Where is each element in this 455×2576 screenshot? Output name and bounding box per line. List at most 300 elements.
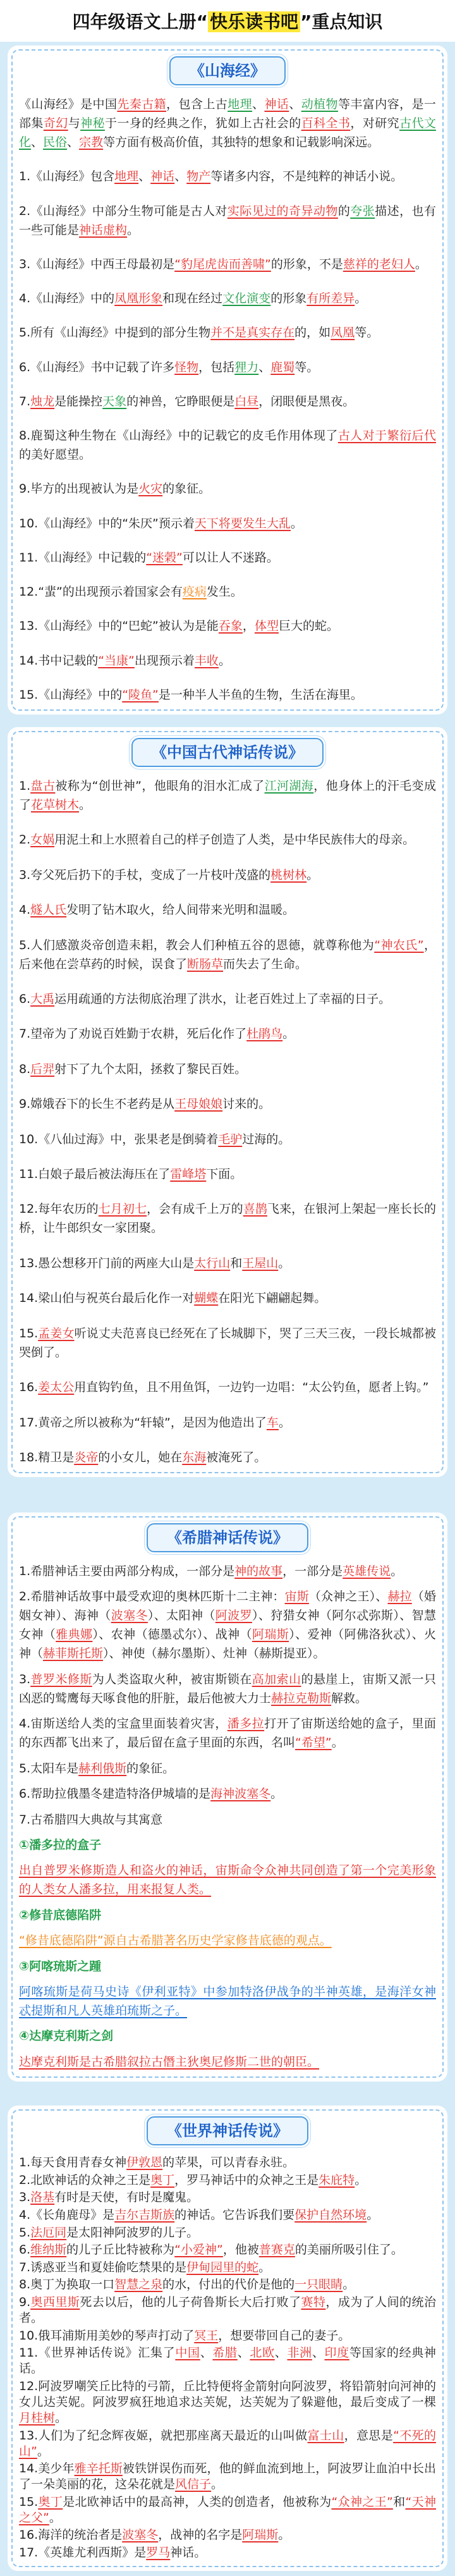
key-term: 大禹 bbox=[30, 992, 55, 1007]
item-text: 4.《长角鹿母》是 bbox=[19, 2207, 115, 2222]
item-text: 。 bbox=[55, 2410, 68, 2425]
item-text: 被称为“创世神”，他眼角的泪水汇成了 bbox=[55, 779, 265, 793]
key-term: 中国 bbox=[175, 2346, 200, 2360]
item-text: ，包含上古 bbox=[166, 97, 228, 111]
key-term: 赫菲斯托斯 bbox=[43, 1647, 104, 1661]
item-text: 神话。 bbox=[170, 2546, 207, 2560]
item-text: ）、爱神（阿佛洛狄忒）、火神（ bbox=[19, 1628, 436, 1661]
key-term: 物产 bbox=[186, 169, 211, 184]
item-text: 16.海洋的统治者是 bbox=[19, 2528, 123, 2542]
key-term: 喜鹊 bbox=[243, 1202, 267, 1217]
key-term: 毛驴 bbox=[218, 1132, 243, 1146]
list-item bbox=[19, 900, 436, 919]
title-highlight: 快乐读书吧 bbox=[208, 11, 300, 32]
key-term: 吉尔吉斯族 bbox=[114, 2207, 175, 2222]
key-term: 姜太公 bbox=[38, 1380, 75, 1395]
key-term: 炎帝 bbox=[74, 1450, 99, 1464]
item-text: 解救。 bbox=[331, 1691, 368, 1705]
list-item bbox=[19, 1060, 436, 1079]
item-text: ）、农神（德墨忒尔）、战神（ bbox=[92, 1628, 252, 1642]
list-item bbox=[19, 2277, 436, 2293]
item-text: ，他身体上的汗毛变成了 bbox=[19, 779, 436, 812]
key-term: 英雄传说 bbox=[343, 1564, 391, 1578]
item-text: 14.梁山伯与祝英台最后化作一对 bbox=[19, 1291, 195, 1306]
key-term: 希腊 bbox=[212, 2346, 238, 2360]
key-term: 雅辛托斯 bbox=[74, 2462, 123, 2476]
item-text: 2. bbox=[19, 833, 31, 847]
allusion-title: ①潘多拉的盒子 bbox=[19, 1837, 102, 1852]
item-text: 6. bbox=[19, 2243, 31, 2257]
item-text: 。 bbox=[278, 2528, 291, 2542]
key-term: 天下将要发生大乱 bbox=[194, 516, 291, 531]
item-text: 讨来的。 bbox=[222, 1097, 271, 1112]
list-item bbox=[19, 167, 436, 186]
key-term: 神话 bbox=[150, 169, 175, 184]
allusion-text: 达摩克利斯是古希腊叙拉古僭主狄奥尼修斯二世的朝臣。 bbox=[19, 2054, 320, 2069]
item-text: 。 bbox=[218, 653, 231, 668]
key-term: 维纳斯 bbox=[30, 2243, 67, 2257]
item-text: 运用疏通的方法彻底治理了洪水，让老百姓过上了幸福的日子。 bbox=[54, 992, 391, 1007]
item-text: 10.俄耳浦斯用美妙的琴声打动了 bbox=[19, 2328, 195, 2343]
key-term: 阿瑞斯 bbox=[242, 2528, 279, 2542]
item-text: 5. bbox=[19, 2225, 31, 2240]
item-text: 7.诱惑亚当和夏娃偷吃禁果的是 bbox=[19, 2260, 187, 2274]
section-heading: 《世界神话传说》 bbox=[147, 2116, 308, 2145]
list-item bbox=[19, 1254, 436, 1273]
key-term: 古代文化 bbox=[19, 116, 436, 149]
key-term: 赫利俄斯 bbox=[78, 1761, 127, 1776]
item-text: 。 bbox=[127, 223, 140, 237]
item-text: ，成为了人间的统治者。 bbox=[19, 2295, 436, 2325]
item-text: 。 bbox=[331, 1736, 344, 1750]
item-text: 听说丈夫范喜良已经死在了长城脚下，哭了三天三夜，一段长城都被哭倒了。 bbox=[19, 1326, 436, 1359]
key-term: 车 bbox=[266, 1415, 279, 1430]
item-text: 在阳光下翩翩起舞。 bbox=[218, 1291, 327, 1306]
key-term: 有所差异 bbox=[306, 291, 355, 306]
item-text: 2.北欧神话的众神之王是 bbox=[19, 2173, 151, 2187]
item-text: 有时是天使，有时是魔鬼。 bbox=[54, 2190, 199, 2205]
key-term: 王屋山 bbox=[242, 1256, 279, 1270]
item-text: 、 bbox=[252, 97, 265, 111]
item-text: ，罗马神话中的众神之王是 bbox=[174, 2173, 319, 2187]
key-term: “迷榖” bbox=[146, 550, 183, 565]
key-term: 民俗 bbox=[43, 135, 68, 149]
item-text: 15. bbox=[19, 1326, 39, 1340]
item-text: 。 bbox=[278, 1415, 291, 1430]
list-item bbox=[19, 830, 436, 849]
key-term: 高加索山 bbox=[252, 1672, 301, 1686]
key-term: 地理 bbox=[114, 169, 139, 184]
list-item bbox=[19, 1413, 436, 1432]
list-item bbox=[19, 514, 436, 533]
item-text: 15.《山海经》中的 bbox=[19, 687, 123, 702]
item-text: 发生。 bbox=[206, 585, 243, 599]
item-text: 的美好愿望。 bbox=[19, 448, 92, 462]
list-item bbox=[19, 1324, 436, 1362]
key-term: 神话 bbox=[264, 97, 289, 111]
key-term: 火灾 bbox=[138, 482, 163, 496]
key-term: 奇幻 bbox=[43, 116, 68, 130]
list-item bbox=[19, 1448, 436, 1467]
item-text: 射下了九个太阳，拯救了黎民百姓。 bbox=[54, 1062, 247, 1076]
item-text: 14.书中记载的 bbox=[19, 653, 99, 668]
key-term: “神农氏” bbox=[374, 938, 424, 952]
item-text: 被淹死了。 bbox=[206, 1450, 267, 1464]
key-term: 阿瑞斯 bbox=[252, 1628, 289, 1642]
item-text: 的神兽，它睁眼便是 bbox=[126, 394, 235, 408]
item-text: 5.人们感激炎帝创造耒耜，教会人们种植五谷的恩德，就尊称他为 bbox=[19, 938, 375, 952]
list-item bbox=[19, 1587, 436, 1663]
key-term: 怪物 bbox=[174, 360, 199, 374]
list-item bbox=[19, 2428, 436, 2460]
item-text: 的神话。它告诉我们要 bbox=[174, 2207, 295, 2222]
list-item bbox=[19, 582, 436, 601]
title-prefix: 四年级语文上册“ bbox=[72, 11, 208, 32]
allusion-title: ②修昔底德陷阱 bbox=[19, 1908, 102, 1922]
list-item bbox=[19, 616, 436, 635]
key-term: 阿波罗 bbox=[215, 1609, 252, 1623]
item-text: 的，如 bbox=[294, 326, 331, 340]
key-term: 赫拉克勒斯 bbox=[271, 1691, 332, 1705]
item-text: 的悬崖上，宙斯又派一只凶恶的鹫鹰每天啄食他的肝脏，最后他被大力士 bbox=[19, 1672, 436, 1705]
item-text: 、 bbox=[237, 2346, 250, 2360]
item-text: ，战神的名字是 bbox=[158, 2528, 243, 2542]
section-heading: 《中国古代神话传说》 bbox=[131, 738, 324, 767]
section-card-chinese-myths bbox=[8, 727, 447, 1477]
item-text: 和 bbox=[230, 1256, 243, 1270]
key-term: 非洲 bbox=[287, 2346, 312, 2360]
item-text: 8.奥丁为换取一口 bbox=[19, 2278, 115, 2292]
key-term: 赛特 bbox=[301, 2295, 326, 2309]
list-item bbox=[19, 1784, 436, 1803]
key-term: 凤凰形象 bbox=[114, 291, 163, 306]
list-item bbox=[19, 651, 436, 670]
key-term: 花草树木 bbox=[31, 798, 80, 812]
item-text: 18.精卫是 bbox=[19, 1450, 75, 1464]
item-text: 的象征。 bbox=[162, 482, 211, 496]
item-text: 等。 bbox=[355, 326, 379, 340]
section-heading: 《希腊神话传说》 bbox=[147, 1523, 308, 1552]
item-text: 1.希腊神话主要由两部分构成，一部分是 bbox=[19, 1564, 235, 1578]
list-item bbox=[19, 2242, 436, 2258]
item-text: 。 bbox=[355, 291, 367, 306]
section-items bbox=[19, 776, 436, 1467]
item-text: 11.白娘子最后被法海压在了 bbox=[19, 1167, 171, 1182]
key-term: 王母娘娘 bbox=[174, 1097, 223, 1112]
list-item bbox=[19, 1024, 436, 1043]
item-text: 5.所有《山海经》中提到的部分生物 bbox=[19, 326, 211, 340]
item-text: 是北欧神话中的最高神，人类的创造者，他被称为 bbox=[63, 2494, 332, 2509]
item-text: 的小女儿，她在 bbox=[98, 1450, 183, 1464]
allusion-text: “修昔底德陷阱”源自古希腊著名历史学家修昔底德的观点。 bbox=[19, 1934, 332, 1948]
allusion-text: 阿喀琉斯是荷马史诗《伊利亚特》中参加特洛伊战争的半神英雄，是海洋女神忒提斯和凡人英雄珀琉斯之子。 bbox=[19, 1985, 436, 2018]
item-text: 等国家的经典神话。 bbox=[19, 2346, 436, 2376]
item-text: 13.愚公想移开门前的两座大山是 bbox=[19, 1256, 195, 1270]
section-heading: 《山海经》 bbox=[169, 56, 286, 85]
item-text: 是太阳神阿波罗的儿子。 bbox=[66, 2225, 199, 2240]
item-text: 4.宙斯送给人类的宝盒里面装着灾害， bbox=[19, 1717, 228, 1731]
key-term: 神话虚构 bbox=[79, 223, 128, 237]
item-text: 12.每年农历的 bbox=[19, 1202, 99, 1217]
key-term: 奥丁 bbox=[150, 2173, 175, 2187]
item-text: 等方面有极高价值，其独特的想象和记载影响深远。 bbox=[103, 135, 380, 149]
key-term: 宙斯 bbox=[284, 1590, 309, 1604]
key-term: 狸力 bbox=[234, 360, 259, 374]
key-term: “希望” bbox=[295, 1736, 332, 1750]
item-text: 3.夸父死后扔下的手杖，变成了一片枝叶茂盛的 bbox=[19, 868, 271, 882]
item-text: 5.太阳车是 bbox=[19, 1761, 79, 1776]
list-item bbox=[19, 289, 436, 308]
list-item bbox=[19, 1810, 436, 1829]
list-item bbox=[19, 1289, 436, 1308]
key-term: 朱庇特 bbox=[318, 2173, 355, 2187]
item-text: 。 bbox=[367, 2207, 379, 2222]
list-item bbox=[19, 323, 436, 342]
list-item bbox=[19, 2461, 436, 2493]
item-text: 。 bbox=[211, 2477, 224, 2492]
item-text: 的儿子丘比特被称为 bbox=[66, 2243, 175, 2257]
key-term: 杜鹃鸟 bbox=[246, 1027, 283, 1041]
item-text: 3.《山海经》中西王母最初是 bbox=[19, 257, 175, 271]
item-text: 于一身的经典之作，犹如上古社会的 bbox=[104, 116, 301, 130]
list-item bbox=[19, 2379, 436, 2426]
section-card-shanhaijing bbox=[8, 46, 447, 715]
list-item bbox=[19, 776, 436, 814]
key-term: 烛龙 bbox=[30, 394, 55, 408]
section-header bbox=[19, 1523, 436, 1553]
list-item bbox=[19, 2527, 436, 2543]
key-term: 波塞冬 bbox=[122, 2528, 159, 2542]
item-text: ，对研究 bbox=[350, 116, 400, 130]
key-term: 丰收 bbox=[194, 653, 219, 668]
key-term: 燧人氏 bbox=[30, 903, 67, 917]
item-text: 等诸多内容，不是纯粹的神话小说。 bbox=[210, 169, 403, 184]
list-item bbox=[19, 2173, 436, 2188]
item-text: 、 bbox=[67, 135, 80, 149]
key-term: “小爱神” bbox=[174, 2243, 223, 2257]
intro-paragraph bbox=[19, 95, 436, 152]
key-term: “当康” bbox=[98, 653, 135, 668]
key-term: 北欧 bbox=[250, 2346, 275, 2360]
item-text: 1.《山海经》包含 bbox=[19, 169, 115, 184]
key-term: 神的故事 bbox=[234, 1564, 283, 1578]
key-term: 桃树林 bbox=[270, 868, 307, 882]
item-text: 。 bbox=[270, 1787, 283, 1801]
key-term: 天象 bbox=[102, 394, 127, 408]
section-items bbox=[19, 95, 436, 704]
item-text: 6.《山海经》书中记载了许多 bbox=[19, 360, 175, 374]
section-card-greek-myths bbox=[8, 1512, 447, 2082]
title-bar bbox=[0, 0, 455, 42]
item-text: 8.鹿蜀这种生物在《山海经》中的记载它的皮毛作用体现了 bbox=[19, 429, 338, 443]
item-text: 飞来，在银河上架起一座长长的桥，让牛郎织女一家团聚。 bbox=[19, 1202, 436, 1236]
item-text: 死去以后，他的儿子荷鲁斯长大后打败了 bbox=[80, 2295, 301, 2309]
key-term: “不死的山” bbox=[19, 2428, 436, 2458]
item-text: ，意思是 bbox=[344, 2428, 394, 2443]
key-term: 夸张 bbox=[350, 204, 375, 218]
item-text: ，包括 bbox=[198, 360, 235, 374]
list-item bbox=[19, 358, 436, 377]
item-text: 12.阿波罗嘲笑丘比特的弓箭，丘比特便将金箭射向阿波罗，将铅箭射向河神的女儿达芙妮。阿波罗疯狂地追求达芙妮，达芙妮为了躲避他，最后变成了一棵 bbox=[19, 2379, 436, 2409]
key-term: 印度 bbox=[324, 2346, 349, 2360]
key-term: “众神之王” bbox=[331, 2494, 393, 2509]
item-text: ，会有成千上万的 bbox=[147, 1202, 243, 1217]
item-text: 2.希腊神话故事中最受欢迎的奥林匹斯十二主神： bbox=[19, 1590, 285, 1604]
list-item bbox=[19, 2155, 436, 2171]
item-text: 1.每天食用青春女神 bbox=[19, 2156, 127, 2169]
list-item bbox=[19, 1130, 436, 1149]
key-term: 冥王 bbox=[194, 2328, 219, 2343]
item-text: ，闭眼便是黑夜。 bbox=[258, 394, 355, 408]
item-text: ）、神使（赫尔墨斯）、灶神（赫斯提亚）。 bbox=[103, 1647, 325, 1661]
key-term: 保护自然环境 bbox=[294, 2207, 367, 2222]
key-term: 女娲 bbox=[30, 833, 55, 847]
key-term: 蝴蝶 bbox=[194, 1291, 219, 1306]
item-text: 。 bbox=[37, 2444, 49, 2458]
item-text: 11.《世界神话传说》汇集了 bbox=[19, 2346, 176, 2360]
key-term: 盘古 bbox=[30, 779, 56, 793]
item-text: 7.古希腊四大典故与其寓意 bbox=[19, 1812, 163, 1827]
key-term: 法厄同 bbox=[30, 2225, 67, 2240]
item-text: 15. bbox=[19, 2494, 39, 2509]
list-item bbox=[19, 2345, 436, 2377]
key-term: 吞象 bbox=[218, 619, 243, 634]
list-item bbox=[19, 2190, 436, 2205]
list-item bbox=[19, 1670, 436, 1708]
title-suffix: ”重点知识 bbox=[300, 11, 383, 32]
item-text: ）、太阳神（ bbox=[147, 1609, 215, 1623]
list-item bbox=[19, 1095, 436, 1113]
key-term: 潘多拉 bbox=[227, 1717, 265, 1731]
item-text: 11.《山海经》中记载的 bbox=[19, 550, 147, 565]
item-text: 8. bbox=[19, 1062, 31, 1076]
section-header bbox=[19, 737, 436, 768]
list-item bbox=[19, 2207, 436, 2223]
item-text: 。 bbox=[49, 2510, 61, 2525]
item-text: 。 bbox=[306, 868, 319, 882]
key-term: 凤凰 bbox=[331, 326, 355, 340]
item-text: 4.《山海经》中的 bbox=[19, 291, 115, 306]
list-item bbox=[19, 2494, 436, 2526]
list-item bbox=[19, 202, 436, 240]
item-text: 的形象 bbox=[270, 291, 307, 306]
key-term: 百科全书 bbox=[301, 116, 351, 130]
key-term: 太行山 bbox=[194, 1256, 231, 1270]
key-term: 罗马 bbox=[146, 2546, 171, 2560]
key-term: 雷峰塔 bbox=[170, 1167, 207, 1182]
item-text: 是一种半人半鱼的生物，生活在海里。 bbox=[158, 687, 363, 702]
item-text: 9.嫦娥吞下的长生不老药是从 bbox=[19, 1097, 175, 1112]
list-item bbox=[19, 1199, 436, 1237]
list-item bbox=[19, 866, 436, 885]
key-term: 富士山 bbox=[307, 2428, 344, 2443]
item-text: 3. bbox=[19, 1672, 31, 1686]
item-text: 等丰富内容，是一部集 bbox=[19, 97, 436, 130]
key-term: 伊敦恩 bbox=[126, 2156, 163, 2169]
item-text: 可以让人不迷路。 bbox=[182, 550, 279, 565]
item-text: ，一部分是 bbox=[282, 1564, 343, 1578]
item-text: 。 bbox=[355, 2173, 367, 2187]
item-text: 的形象，不是 bbox=[270, 257, 343, 271]
item-text: 和现在经过 bbox=[162, 291, 223, 306]
key-term: 赫拉 bbox=[387, 1590, 412, 1604]
section-header bbox=[19, 2116, 436, 2146]
key-term: “天神之父” bbox=[19, 2494, 436, 2525]
key-term: 波塞冬 bbox=[111, 1609, 148, 1623]
list-item bbox=[19, 1714, 436, 1752]
key-term: 文化演变 bbox=[222, 291, 271, 306]
page-title bbox=[73, 8, 383, 34]
list-item bbox=[19, 426, 436, 464]
key-term: 动植物 bbox=[301, 97, 338, 111]
item-text: 、 bbox=[258, 360, 271, 374]
item-text: 是能操控 bbox=[54, 394, 103, 408]
item-text: 描述，也有一些可能是 bbox=[19, 204, 436, 237]
item-text: 、 bbox=[174, 169, 187, 184]
list-item bbox=[19, 2545, 436, 2561]
key-term: 江河湖海 bbox=[264, 779, 314, 793]
item-text: 。 bbox=[343, 2278, 355, 2292]
key-term: 普罗米修斯 bbox=[30, 1672, 92, 1686]
item-text: 16. bbox=[19, 1380, 39, 1395]
item-text: 下面。 bbox=[206, 1167, 243, 1182]
key-term: 宗教 bbox=[79, 135, 104, 149]
key-term: 白昼 bbox=[234, 394, 259, 408]
list-item bbox=[19, 2328, 436, 2344]
key-term: 风信子 bbox=[175, 2477, 212, 2492]
allusion-text: 出自普罗米修斯造人和盗火的神话，宙斯命令众神共同创造了第一个完美形象的人类女人潘多拉，用来报复人类。 bbox=[19, 1863, 436, 1897]
key-term: 洛基 bbox=[30, 2190, 55, 2205]
item-text: 巨大的蛇。 bbox=[278, 619, 339, 634]
key-term: 东海 bbox=[182, 1450, 207, 1464]
list-item bbox=[19, 2260, 436, 2276]
key-term: 七月初七 bbox=[98, 1202, 147, 1217]
key-term: 实际见过的奇异动物 bbox=[227, 204, 338, 218]
key-term: 雅典娜 bbox=[56, 1628, 93, 1642]
item-text: 。 bbox=[391, 1564, 403, 1578]
item-text: 。 bbox=[258, 2260, 271, 2274]
item-text: 被铁饼误伤而死，他的鲜血流到地上，阿波罗让血泊中长出了一朵美丽的花，这朵花就是 bbox=[19, 2462, 436, 2492]
item-text: （婚姻女神）、海神（ bbox=[19, 1590, 436, 1623]
item-text: 12.“蜚”的出现预示着国家会有 bbox=[19, 585, 183, 599]
key-term: 一只眼睛 bbox=[294, 2278, 343, 2292]
item-text: 、 bbox=[138, 169, 151, 184]
item-text: 。 bbox=[290, 516, 303, 531]
key-term: 并不是真实存在 bbox=[210, 326, 295, 340]
item-text: 7.望帝为了劝说百姓勤于农耕，死后化作了 bbox=[19, 1027, 247, 1041]
item-text: 9. bbox=[19, 2295, 31, 2309]
key-term: “豹尾虎齿而善啸” bbox=[174, 257, 271, 271]
section-card-world-myths bbox=[8, 2106, 447, 2571]
item-text: ，想要带回自己的妻子。 bbox=[218, 2328, 351, 2343]
item-text: 17.黄帝之所以被称为“轩辕”，是因为他造出了 bbox=[19, 1415, 267, 1430]
key-term: 奥丁 bbox=[38, 2494, 63, 2509]
item-text: 4. bbox=[19, 903, 31, 917]
allusion-title: ③阿喀琉斯之踵 bbox=[19, 1959, 102, 1973]
list-item bbox=[19, 1378, 436, 1397]
section-header bbox=[19, 56, 436, 86]
key-term: 月桂树 bbox=[19, 2410, 56, 2425]
item-text: 、 bbox=[289, 97, 301, 111]
key-term: 地理 bbox=[228, 97, 253, 111]
key-term: 海神波塞冬 bbox=[210, 1787, 271, 1801]
item-text: 1. bbox=[19, 779, 31, 793]
key-term: 断肠草 bbox=[187, 957, 224, 971]
item-text: 、 bbox=[200, 2346, 213, 2360]
key-term: 古人对于繁衍后代 bbox=[337, 429, 436, 443]
list-item bbox=[19, 548, 436, 567]
item-text: 10.《山海经》中的“朱厌”预示着 bbox=[19, 516, 195, 531]
